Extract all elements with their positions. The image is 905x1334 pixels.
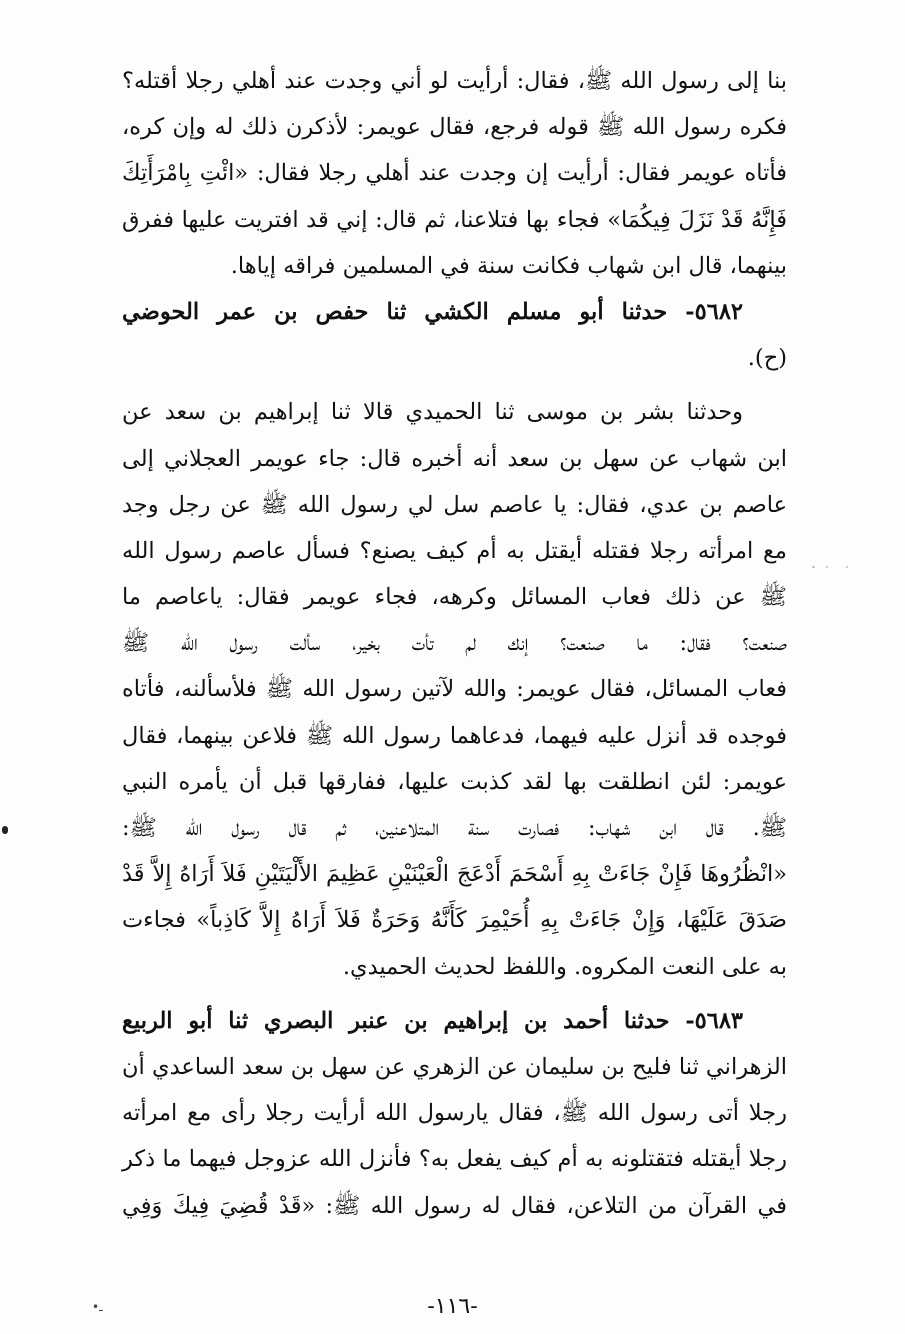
text-line: صَدَقَ عَلَيْهَا، وَإِنْ جَاءَتْ بِهِ أُحَيْمِرَ كَأَنَّهُ وَحَرَةٌ فَلاَ أَرَاهُ إِلاَّ كَاذِباً» فجاءت: [122, 907, 787, 934]
text-line: فعاب المسائل، فقال عويمر: والله لآتين رسول الله ﷺ فلأسألنه، فأتاه: [122, 676, 787, 703]
text-line: به على النعت المكروه. واللفظ لحديث الحميدي.: [342, 953, 787, 980]
text-line: عويمر: لئن انطلقت بها لقد كذبت عليها، ففارقها قبل أن يأمره النبي: [122, 768, 787, 795]
page-footer: [0, 1294, 905, 1319]
margin-ink-dot: [2, 826, 8, 834]
text-line: رجلا أتى رسول الله ﷺ، فقال يارسول الله أرأيت رجلا رأى مع امرأته: [122, 1100, 787, 1127]
text-line: مع امرأته رجلا فقتله أيقتل به أم كيف يصنع؟ فسأل عاصم رسول الله: [122, 537, 787, 564]
scan-speck: [846, 566, 848, 568]
text-line: (ح).: [747, 345, 787, 372]
text-line: «انْظُرُوهَا فَإِنْ جَاءَتْ بِهِ أَسْحَمَ أَدْعَجَ الْعَيْنَيْنِ عَظِيمَ الأَلْيَتَيْنِ فَلاَ أَرَاهُ إِلاَّ قَدْ: [122, 861, 787, 888]
page-body-text: [122, 58, 787, 1229]
text-line: ابن شهاب عن سهل بن سعد أنه أخبره قال: جاء عويمر العجلاني إلى: [122, 445, 787, 472]
text-line: رجلا أيقتله فتقتلونه به أم كيف يفعل به؟ فأنزل الله عزوجل فيهما ما ذكر: [122, 1146, 787, 1173]
scan-speck: [812, 566, 815, 568]
scan-speck: [826, 566, 828, 568]
text-line: فَإِنَّهُ قَدْ نَزَلَ فِيكُمَا» فجاء بها فتلاعنا، ثم قال: إني قد افتريت عليها ففرق: [122, 206, 787, 233]
text-line: بنا إلى رسول الله ﷺ، فقال: أرأيت لو أني وجدت عند أهلي رجلا أقتله؟: [122, 68, 787, 94]
corner-mark: •ـ: [92, 1300, 103, 1314]
text-line: وحدثنا بشر بن موسى ثنا الحميدي قالا ثنا إبراهيم بن سعد عن: [122, 399, 743, 426]
text-line: فكره رسول الله ﷺ قوله فرجع، فقال عويمر: لأذكرن ذلك له وإن كره،: [122, 114, 787, 141]
hadith-heading-5682: ٥٦٨٢- حدثنا أبو مسلم الكشي ثنا حفص بن عمر الحوضي: [122, 298, 743, 325]
text-line: عاصم بن عدي، فقال: يا عاصم سل لي رسول الله ﷺ عن رجل وجد: [122, 491, 787, 518]
text-line: بينهما، قال ابن شهاب فكانت سنة في المسلمين فراقه إياها.: [230, 252, 787, 279]
text-line: الزهراني ثنا فليح بن سليمان عن الزهري عن سهل بن سعد الساعدي أن: [122, 1053, 787, 1080]
text-line: فأتاه عويمر فقال: أرأيت إن وجدت عند أهلي رجلا فقال: «ائْتِ بِامْرَأَتِكَ: [122, 160, 787, 187]
text-line: ﷺ عن ذلك فعاب المسائل وكرهه، فجاء عويمر فقال: ياعاصم ما: [122, 584, 787, 611]
hadith-heading-5683: ٥٦٨٣- حدثنا أحمد بن إبراهيم بن عنبر البصري ثنا أبو الربيع: [122, 1007, 743, 1034]
text-line: في القرآن من التلاعن، فقال له رسول الله ﷺ: «قَدْ قُضِيَ فِيكَ وَفِي: [122, 1192, 787, 1219]
text-line: صنعت؟ فقال: ما صنعت؟ إنك لم تأت بخير، سألت رسول الله ﷺ: [122, 630, 787, 657]
page-number: -١١٦-: [427, 1294, 478, 1319]
text-line: فوجده قد أنزل عليه فيهما، فدعاهما رسول الله ﷺ فلاعن بينهما، فقال: [122, 722, 787, 749]
text-line: ﷺ. قال ابن شهاب: فصارت سنة المتلاعنين، ثم قال رسول الله ﷺ:: [122, 815, 787, 841]
